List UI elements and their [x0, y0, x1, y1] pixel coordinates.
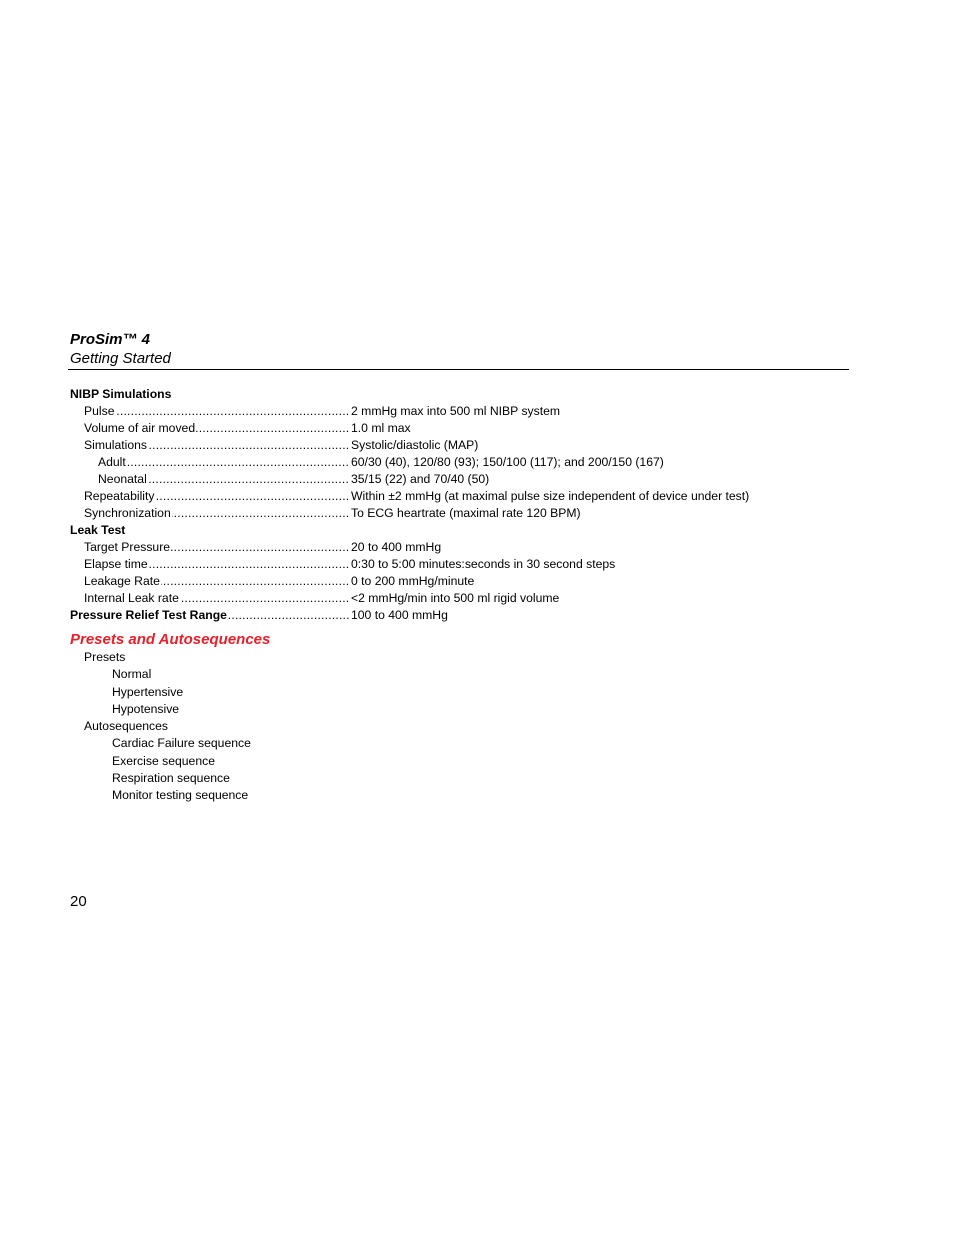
leak-heading: Leak Test	[70, 523, 126, 537]
spec-value: <2 mmHg/min into 500 ml rigid volume	[351, 591, 560, 605]
spec-row-internal-leak-rate	[0, 590, 954, 607]
list-item: Monitor testing sequence	[112, 788, 249, 803]
page-header-subtitle: Getting Started	[70, 350, 171, 367]
spec-label: Neonatal	[98, 472, 147, 486]
list-item: Respiration sequence	[112, 771, 230, 786]
presets-label: Presets	[84, 650, 126, 664]
spec-value: 2 mmHg max into 500 ml NIBP system	[351, 404, 561, 418]
spec-value: To ECG heartrate (maximal rate 120 BPM)	[351, 506, 581, 520]
list-item: Normal	[112, 667, 152, 682]
spec-row-target-pressure	[0, 539, 954, 556]
spec-label: Simulations	[84, 438, 147, 452]
spec-value: 20 to 400 mmHg	[351, 540, 442, 554]
spec-value: Systolic/diastolic (MAP)	[351, 438, 479, 452]
spec-label: Repeatability	[84, 489, 155, 503]
spec-row-neonatal	[0, 471, 954, 488]
spec-row-pressure-relief	[0, 607, 954, 624]
nibp-heading: NIBP Simulations	[70, 387, 172, 401]
spec-label: Elapse time	[84, 557, 148, 571]
spec-value: 1.0 ml max	[351, 421, 411, 435]
list-item: Cardiac Failure sequence	[112, 736, 251, 751]
spec-label: Pulse	[84, 404, 115, 418]
spec-label: Adult	[98, 455, 126, 469]
spec-value: 100 to 400 mmHg	[351, 608, 448, 622]
spec-row-leakage-rate	[0, 573, 954, 590]
spec-value: 0 to 200 mmHg/minute	[351, 574, 475, 588]
spec-label: Target Pressure	[84, 540, 171, 554]
spec-label: Leakage Rate	[84, 574, 160, 588]
presets-list	[0, 649, 251, 805]
presets-autosequences-heading: Presets and Autosequences	[70, 631, 271, 648]
autosequences-label: Autosequences	[84, 719, 169, 734]
page-number: 20	[70, 893, 87, 910]
spec-value: 35/15 (22) and 70/40 (50)	[351, 472, 490, 486]
spec-value: 0:30 to 5:00 minutes:seconds in 30 second steps	[351, 557, 616, 571]
spec-row-elapse-time	[0, 556, 954, 573]
spec-label: Internal Leak rate	[84, 591, 179, 605]
spec-row-repeatability	[0, 488, 954, 505]
spec-row-synchronization	[0, 505, 954, 522]
spec-label: Pressure Relief Test Range	[70, 608, 227, 622]
spec-table	[0, 386, 954, 624]
spec-row-simulations	[0, 437, 954, 454]
spec-label: Synchronization	[84, 506, 171, 520]
spec-value: Within ±2 mmHg (at maximal pulse size independent of device under test)	[351, 489, 750, 503]
spec-row-volume	[0, 420, 954, 437]
spec-label: Volume of air moved	[84, 421, 196, 435]
list-item: Hypertensive	[112, 684, 184, 699]
header-rule	[68, 369, 849, 370]
list-item: Hypotensive	[112, 701, 180, 716]
spec-value: 60/30 (40), 120/80 (93); 150/100 (117); and 200/150 (167)	[351, 455, 664, 469]
spec-row-adult	[0, 454, 954, 471]
page-header-title: ProSim™ 4	[70, 331, 151, 348]
spec-row-pulse	[0, 403, 954, 420]
list-item: Exercise sequence	[112, 753, 215, 768]
